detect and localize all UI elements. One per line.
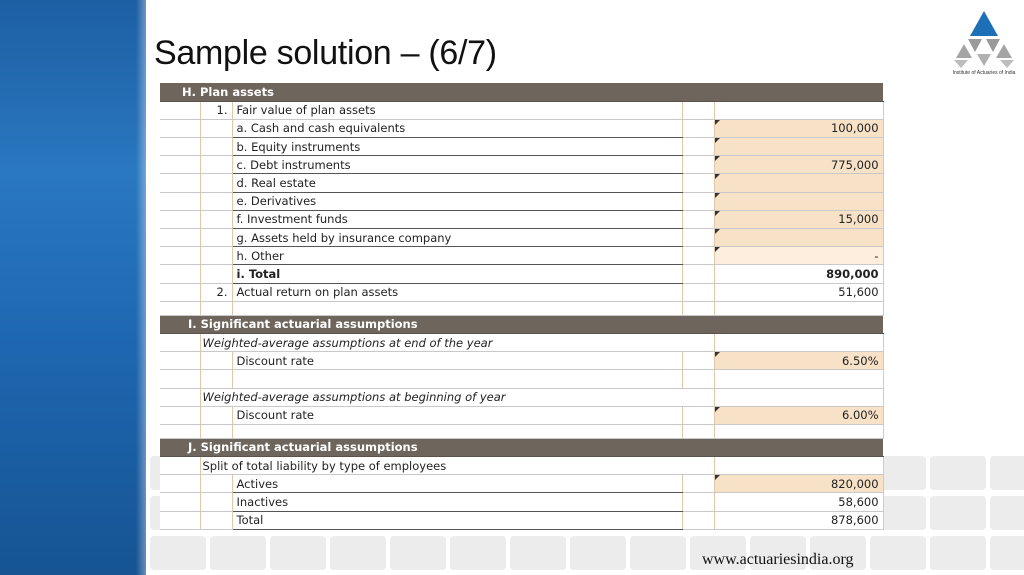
row-label: Actual return on plan assets [232, 283, 682, 301]
row-index: 2. [200, 283, 232, 301]
table-row [160, 229, 883, 247]
value-cell[interactable]: 6.50% [714, 352, 883, 370]
background-tile [990, 536, 1024, 570]
value-cell[interactable]: 775,000 [714, 156, 883, 174]
table-row [160, 119, 883, 137]
row-label: h. Other [232, 247, 682, 265]
background-tile [210, 536, 266, 570]
row-heading: Weighted-average assumptions at end of the year [200, 333, 714, 351]
background-tile [390, 536, 446, 570]
section-title-i: I. Significant actuarial assumptions [160, 315, 883, 333]
row-label: Actives [232, 475, 682, 493]
total-value: 878,600 [714, 511, 883, 529]
value-cell[interactable]: 15,000 [714, 210, 883, 228]
table-row [160, 192, 883, 210]
value-cell: 58,600 [714, 493, 883, 511]
spacer-row [160, 370, 883, 388]
institute-logo [946, 8, 1022, 80]
value-cell[interactable] [714, 192, 883, 210]
background-tile [510, 536, 566, 570]
background-tile [570, 536, 626, 570]
row-label: Discount rate [232, 406, 682, 424]
background-tile [630, 536, 686, 570]
total-row [160, 265, 883, 283]
table-row [160, 475, 883, 493]
background-tile [450, 536, 506, 570]
section-title-h: H. Plan assets [160, 83, 883, 101]
logo-caption: Institute of Actuaries of India [952, 70, 1016, 76]
table-row [160, 210, 883, 228]
value-cell[interactable]: - [714, 247, 883, 265]
row-label: b. Equity instruments [232, 138, 682, 156]
value-cell[interactable]: 6.00% [714, 406, 883, 424]
table-row [160, 388, 883, 406]
row-heading: Weighted-average assumptions at beginning of year [200, 388, 714, 406]
spacer-row [160, 301, 883, 315]
total-row [160, 511, 883, 529]
background-tile [270, 536, 326, 570]
value-cell[interactable]: 820,000 [714, 475, 883, 493]
background-tile [930, 536, 986, 570]
background-tile [930, 496, 986, 530]
left-blue-band [0, 0, 146, 575]
background-tile [930, 456, 986, 490]
value-cell[interactable] [714, 174, 883, 192]
total-value: 890,000 [714, 265, 883, 283]
table-row [160, 101, 883, 119]
section-header-j [160, 438, 883, 456]
section-title-j: J. Significant actuarial assumptions [160, 438, 883, 456]
spacer-row [160, 424, 883, 438]
row-label: d. Real estate [232, 174, 682, 192]
row-label: Fair value of plan assets [232, 101, 682, 119]
value-cell[interactable] [714, 138, 883, 156]
table-row [160, 174, 883, 192]
table-row [160, 457, 883, 475]
slide-canvas [146, 0, 1024, 575]
row-label: a. Cash and cash equivalents [232, 119, 682, 137]
row-label: Discount rate [232, 352, 682, 370]
background-tile [150, 536, 206, 570]
background-tile [330, 536, 386, 570]
table-row [160, 333, 883, 351]
row-label: c. Debt instruments [232, 156, 682, 174]
section-header-h [160, 83, 883, 101]
table-row [160, 406, 883, 424]
table-row [160, 138, 883, 156]
background-tile [990, 456, 1024, 490]
background-tile [870, 536, 926, 570]
row-label: Inactives [232, 493, 682, 511]
row-label: f. Investment funds [232, 210, 682, 228]
value-cell: 51,600 [714, 283, 883, 301]
row-label: i. Total [232, 265, 682, 283]
section-header-i [160, 315, 883, 333]
table-row [160, 156, 883, 174]
row-label: g. Assets held by insurance company [232, 229, 682, 247]
value-cell[interactable] [714, 229, 883, 247]
table-row [160, 283, 883, 301]
value-cell[interactable]: 100,000 [714, 119, 883, 137]
plan-assets-table [160, 83, 884, 530]
row-heading: Split of total liability by type of employees [200, 457, 714, 475]
row-label: Total [232, 511, 682, 529]
table-row [160, 247, 883, 265]
table-row [160, 352, 883, 370]
table-row [160, 493, 883, 511]
row-index: 1. [200, 101, 232, 119]
row-label: e. Derivatives [232, 192, 682, 210]
background-tile [990, 496, 1024, 530]
slide-title: Sample solution – (6/7) [154, 34, 497, 72]
triangle-emblem-icon [946, 8, 1022, 70]
footer-url: www.actuariesindia.org [702, 551, 854, 568]
